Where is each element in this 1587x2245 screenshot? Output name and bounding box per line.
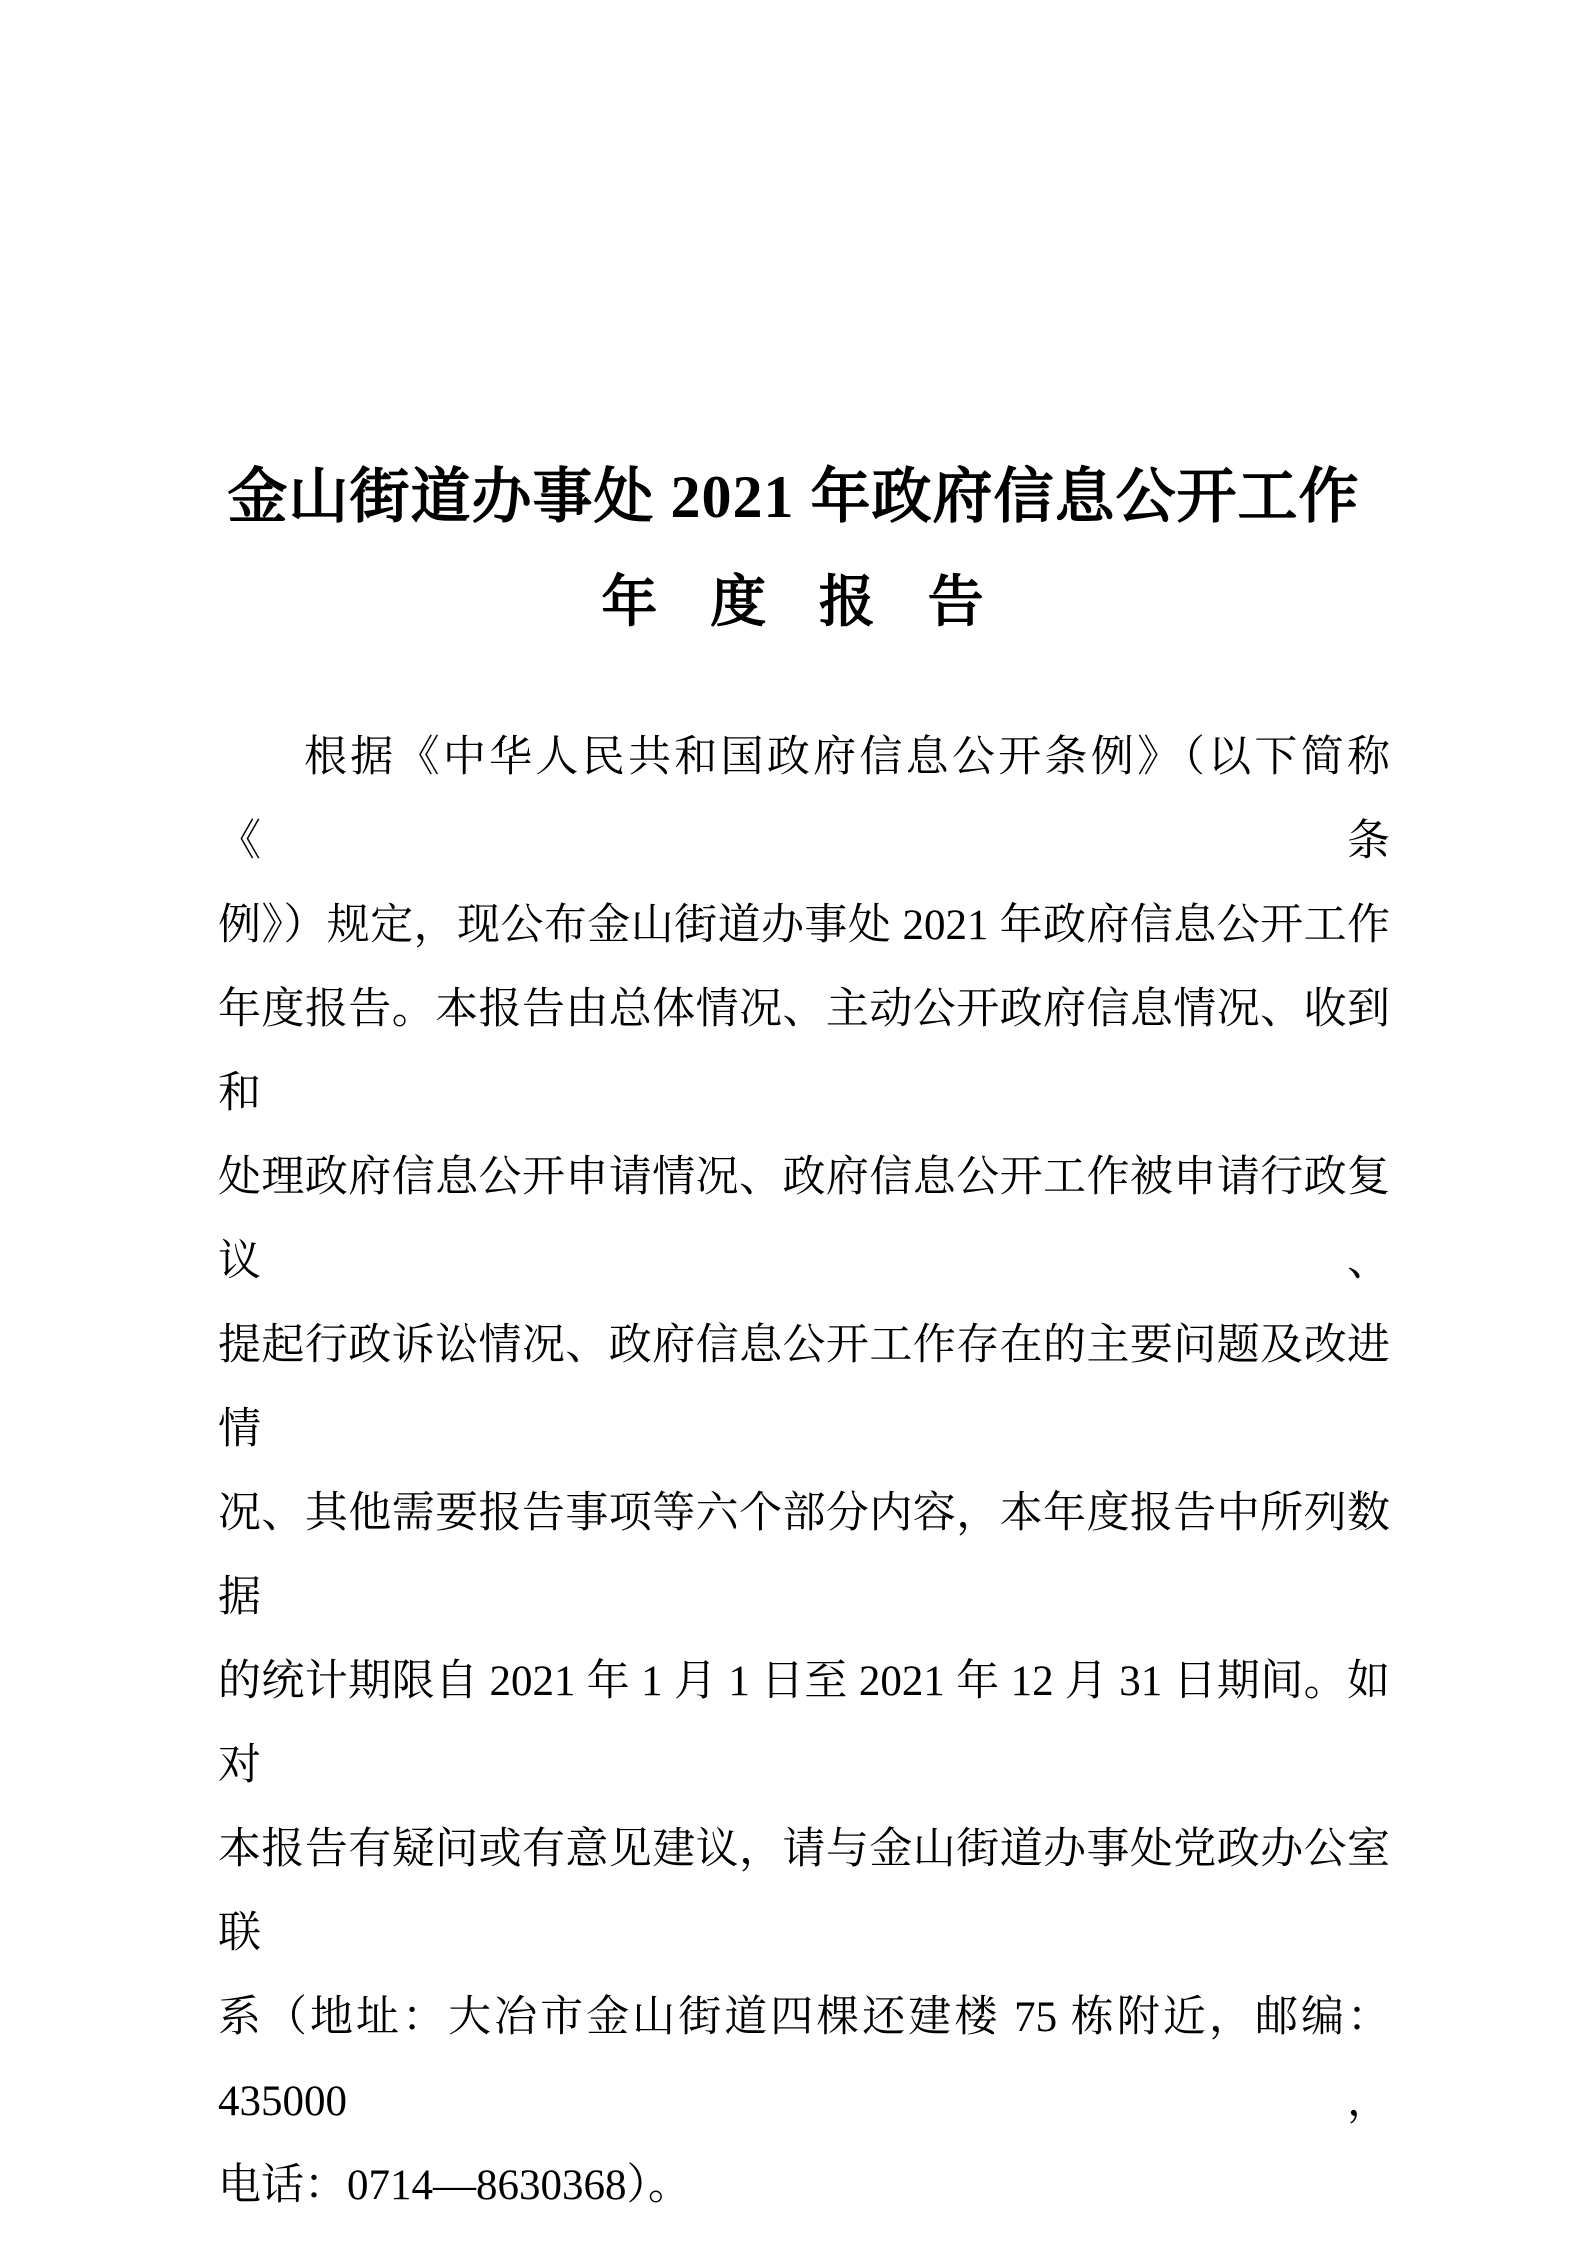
paragraph-line: 的统计期限自 2021 年 1 月 1 日至 2021 年 12 月 31 日期间。如对 [218,1658,1390,1789]
document-title-line-2: 年 度 报 告 [601,572,986,634]
document-body-paragraph [218,716,1390,2228]
paragraph-line: 根据《中华人民共和国政府信息公开条例》（以下简称《条 [218,734,1390,865]
paragraph-line: 电话：0714—8630368）。 [218,2162,691,2209]
paragraph-line: 年度报告。本报告由总体情况、主动公开政府信息情况、收到和 [218,986,1390,1117]
paragraph-line: 系（地址：大冶市金山街道四棵还建楼 75 栋附近，邮编：435000， [218,1994,1390,2125]
paragraph-line: 处理政府信息公开申请情况、政府信息公开工作被申请行政复议、 [218,1154,1390,1285]
paragraph-line: 例》）规定，现公布金山街道办事处 2021 年政府信息公开工作 [218,902,1390,949]
document-title [0,462,1587,634]
document-title-line-1: 金山街道办事处 2021 年政府信息公开工作 [227,464,1360,530]
paragraph-line: 本报告有疑问或有意见建议，请与金山街道办事处党政办公室联 [218,1826,1390,1957]
paragraph-line: 提起行政诉讼情况、政府信息公开工作存在的主要问题及改进情 [218,1322,1390,1453]
paragraph-line: 况、其他需要报告事项等六个部分内容，本年度报告中所列数据 [218,1490,1390,1621]
